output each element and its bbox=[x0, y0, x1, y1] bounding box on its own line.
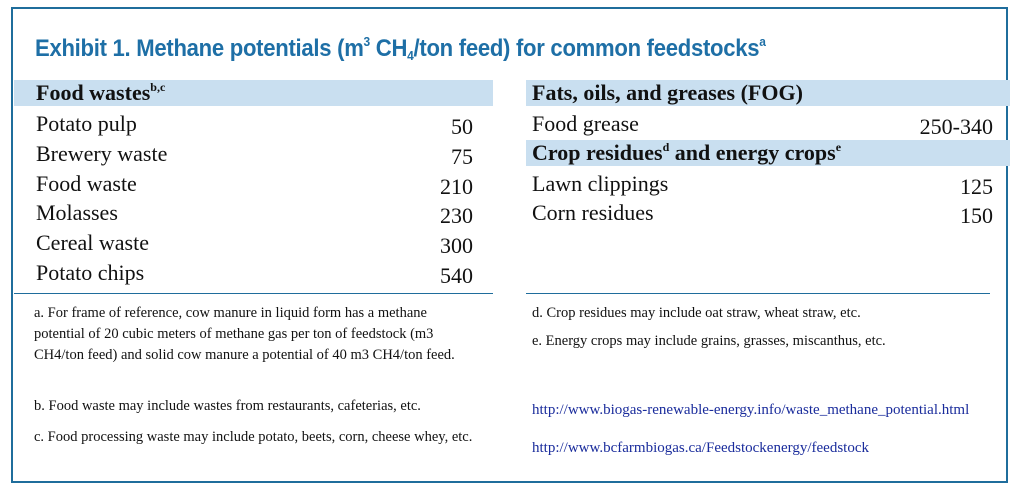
row-value: 150 bbox=[960, 203, 993, 228]
source-link-bcfarmbiogas[interactable]: http://www.bcfarmbiogas.ca/Feedstockenergy/feedstock bbox=[532, 440, 869, 456]
table-row bbox=[532, 200, 993, 230]
row-value: 300 bbox=[440, 233, 473, 258]
row-value: 125 bbox=[960, 174, 993, 199]
table-row bbox=[36, 171, 473, 201]
row-value: 210 bbox=[440, 174, 473, 199]
row-label: Potato chips bbox=[36, 260, 145, 285]
row-label: Food grease bbox=[532, 111, 639, 136]
footnote-c: c. Food processing waste may include potato, beets, corn, cheese whey, etc. bbox=[34, 429, 473, 445]
table-row bbox=[532, 171, 993, 201]
row-value: 230 bbox=[440, 203, 473, 228]
table-row bbox=[36, 260, 473, 290]
table-row bbox=[36, 111, 473, 141]
left-divider bbox=[14, 293, 493, 294]
row-label: Potato pulp bbox=[36, 111, 137, 136]
footnote-b: b. Food waste may include wastes from restaurants, cafeterias, etc. bbox=[34, 398, 421, 414]
table-row bbox=[36, 200, 473, 230]
crop-residues-header: Crop residues$^d$ and energy crops$^e$ bbox=[532, 140, 842, 165]
table-row bbox=[532, 111, 993, 141]
row-value: 540 bbox=[440, 263, 473, 288]
footnote-a: a. For frame of reference, cow manure in liquid form has a methane potential of 20 cubic meters of methane gas per ton of feedstock (m3 CH4/ton feed) and solid cow manure a potential of 40 m3 CH4/ton feed. bbox=[34, 305, 455, 363]
footnote-d: d. Crop residues may include oat straw, wheat straw, etc. bbox=[532, 305, 861, 321]
right-divider bbox=[526, 293, 990, 294]
table-row bbox=[36, 230, 473, 260]
row-label: Lawn clippings bbox=[532, 171, 669, 196]
row-label: Brewery waste bbox=[36, 141, 168, 166]
row-value: 75 bbox=[451, 144, 473, 169]
row-value: 250-340 bbox=[919, 114, 993, 139]
row-label: Food waste bbox=[36, 171, 137, 196]
food-wastes-header: Food wastes$^{b,c}$ bbox=[36, 80, 166, 105]
table-row bbox=[36, 141, 473, 171]
row-value: 50 bbox=[451, 114, 473, 139]
footnote-e: e. Energy crops may include grains, grasses, miscanthus, etc. bbox=[532, 333, 886, 349]
row-label: Corn residues bbox=[532, 200, 654, 225]
fog-header: Fats, oils, and greases (FOG) bbox=[532, 80, 803, 105]
row-label: Molasses bbox=[36, 200, 118, 225]
source-link-biogas-renewable-energy[interactable]: http://www.biogas-renewable-energy.info/waste_methane_potential.html bbox=[532, 402, 970, 418]
exhibit-title: Exhibit 1. Methane potentials ($m^3$ $CH_4$/ton feed) for common feedstocks$^a$ bbox=[35, 34, 766, 63]
row-label: Cereal waste bbox=[36, 230, 149, 255]
